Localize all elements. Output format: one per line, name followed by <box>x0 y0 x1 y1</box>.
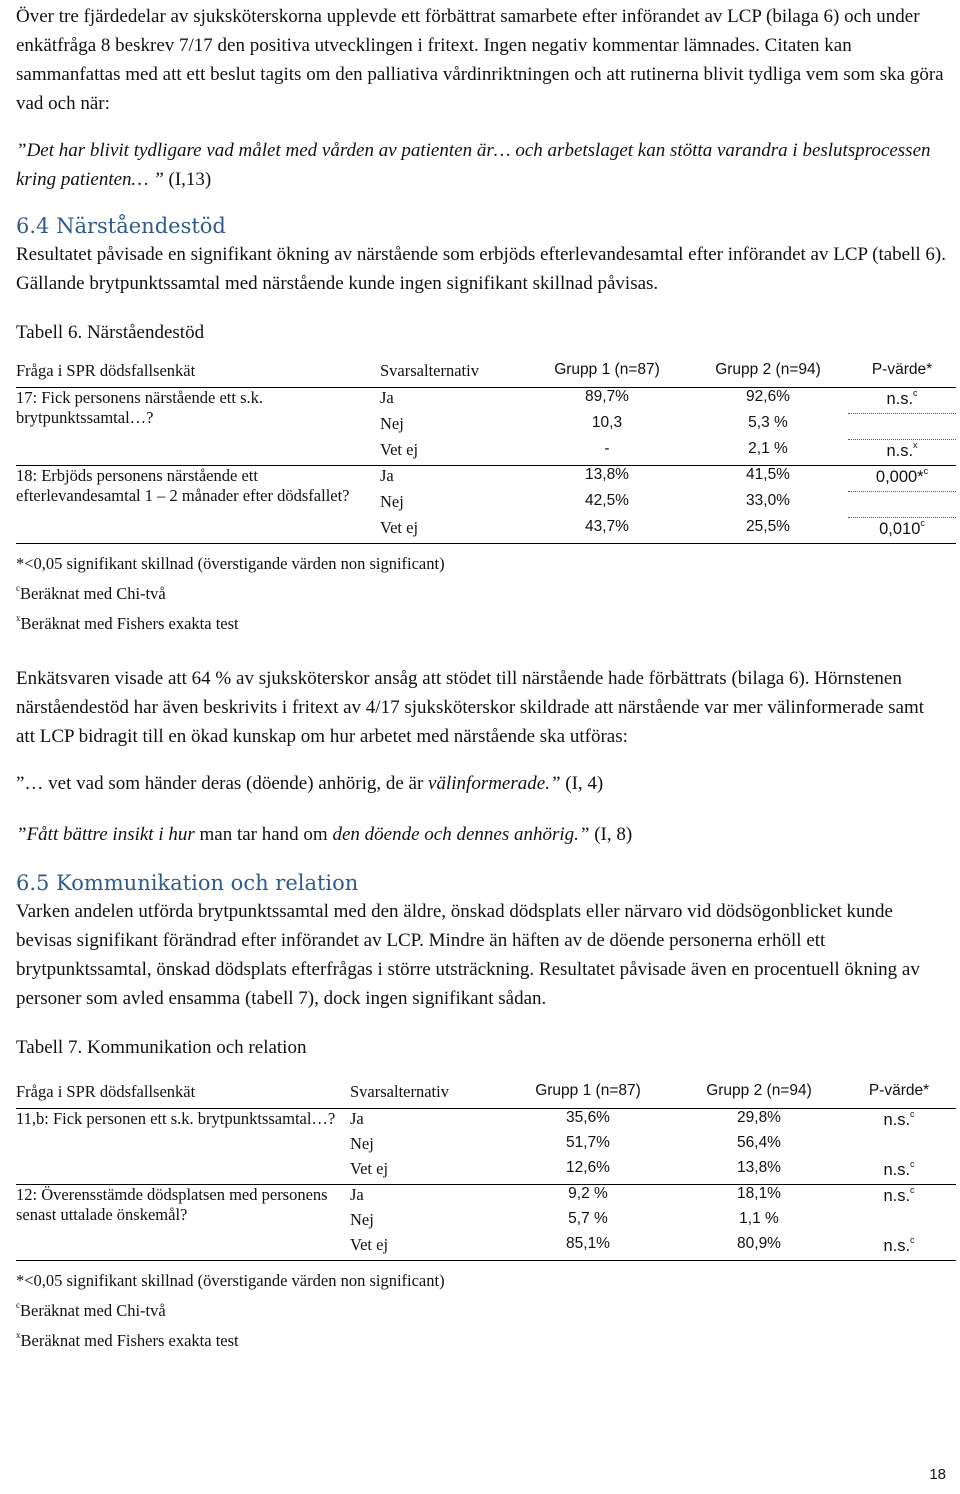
pvalue-cell <box>842 1210 956 1235</box>
note-text: Beräknat med Fishers exakta test <box>20 1331 239 1350</box>
question-11b: 11,b: Fick personen ett s.k. brytpunktssamtal…? <box>16 1109 350 1185</box>
document-page <box>16 2 946 1353</box>
section-6-5-text: Varken andelen utförda brytpunktssamtal med den äldre, önskad dödsplats eller närvaro vid dödsögonblicket kunde bevisas signifikant förändrad efter införandet av LCP. Mindre än häften av de döende personerna erhöll ett brytpunktssamtal, önskad dödsplats efterfrågas i större utsträckning. Resultatet påvisade även en procentuell ökning av personer som avled ensamma (tabell 7), dock ingen signifikant sådan. <box>16 901 920 1009</box>
answer-cell: Ja <box>350 1109 364 1128</box>
note-text: Beräknat med Fishers exakta test <box>20 614 239 633</box>
group2-cell: 25,5% <box>688 518 848 544</box>
answer-cell: Vet ej <box>350 1235 500 1261</box>
answer-cell: Nej <box>380 491 404 511</box>
answer-cell: Ja <box>380 388 394 407</box>
answer-cell: Nej <box>350 1210 374 1229</box>
pvalue-cell <box>848 414 956 440</box>
pvalue-cell <box>848 388 956 414</box>
heading-6-5: 6.5 Kommunikation och relation <box>16 871 359 895</box>
pvalue-method: c <box>910 1109 915 1119</box>
question-12: 12: Överensstämde dödsplatsen med personens senast uttalade önskemål? <box>16 1185 350 1261</box>
answer-cell: Ja <box>380 466 394 485</box>
section-6-4-text2: Enkätsvaren visade att 64 % av sjuksköterskor ansåg att stödet till närstående hade förbättrats (bilaga 6). Hörnstenen närståendestöd har även beskrivits i fritext av 4/17 sjuksköterskor skildrade att närstående var mer välinformerade samt att LCP bidragit till en ökad kunskap om hur arbetet med närstående ska utföras: <box>16 668 925 747</box>
note-text: *<0,05 signifikant skillnad (överstigande värden non significant) <box>16 554 445 573</box>
header-question: Fråga i SPR dödsfallsenkät <box>16 361 380 388</box>
quote-8-ref: (I, 8) <box>594 824 633 845</box>
group1-cell: 13,8% <box>585 466 629 483</box>
group2-cell: 56,4% <box>737 1134 781 1151</box>
group1-cell: 85,1% <box>500 1235 676 1261</box>
note-significance <box>16 1263 946 1293</box>
quote-4-text: ”… vet vad som händer deras (döende) anhörig, de är <box>16 773 429 794</box>
group1-cell: 10,3 <box>591 413 623 431</box>
header-answer: Svarsalternativ <box>380 361 526 388</box>
pvalue-method: c <box>923 466 929 476</box>
note-mark: x <box>16 613 21 623</box>
pvalue-text: n.s. <box>883 1161 911 1179</box>
group1-cell: - <box>526 440 688 466</box>
group1-cell: 12,6% <box>500 1159 676 1185</box>
quote-13-ref: (I,13) <box>168 169 212 190</box>
pvalue-method: c <box>913 388 918 398</box>
group2-cell: 29,8% <box>737 1109 781 1126</box>
note-text: *<0,05 signifikant skillnad (överstigande värden non significant) <box>16 1271 445 1290</box>
pvalue-text: n.s. <box>883 1111 911 1129</box>
quote-8-italic: ”Fått bättre insikt i hur <box>16 824 200 845</box>
answer-cell: Vet ej <box>380 518 526 544</box>
table-6-notes <box>16 546 946 636</box>
header-group2: Grupp 2 (n=94) <box>676 1082 842 1109</box>
quote-8 <box>16 820 946 849</box>
table-row <box>16 1109 956 1135</box>
table-row <box>16 388 956 414</box>
group2-cell: 92,6% <box>746 388 790 405</box>
pvalue-text: 0,000* <box>875 468 924 486</box>
quote-13-text: ”Det har blivit tydligare vad målet med vården av patienten är… och arbetslaget kan stötta varandra i beslutsprocessen kring patienten… ” <box>16 140 931 190</box>
table-row <box>16 1185 956 1211</box>
group1-cell: 5,7 % <box>568 1210 608 1227</box>
note-fisher <box>16 606 946 636</box>
group1-cell: 43,7% <box>526 518 688 544</box>
group2-cell: 13,8% <box>676 1159 842 1185</box>
quote-4 <box>16 769 946 798</box>
quote-4-italic: välinformerade.” <box>428 773 561 794</box>
header-question: Fråga i SPR dödsfallsenkät <box>16 1082 350 1109</box>
group2-cell: 5,3 % <box>748 413 788 431</box>
quote-4-ref: (I, 4) <box>565 773 604 794</box>
pvalue-text: n.s. <box>886 390 914 408</box>
group1-cell: 42,5% <box>585 491 629 509</box>
group2-cell: 18,1% <box>737 1185 781 1202</box>
header-pvalue: P-värde* <box>848 361 956 388</box>
table-6 <box>16 361 956 544</box>
section-6-4-text: Resultatet påvisade en signifikant ökning av närstående som erbjöds efterlevandesamtal efter införandet av LCP (tabell 6). Gällande brytpunktssamtal med närstående kunde ingen signifikant skillnad påvisas. <box>16 244 946 294</box>
pvalue-cell <box>848 440 956 466</box>
answer-cell: Vet ej <box>380 440 526 466</box>
group1-cell: 51,7% <box>566 1134 610 1151</box>
group1-cell: 35,6% <box>566 1109 610 1126</box>
pvalue-cell <box>842 1109 956 1135</box>
pvalue-cell <box>842 1235 956 1261</box>
pvalue-text: n.s. <box>883 1187 911 1205</box>
pvalue-method: c <box>910 1185 915 1195</box>
pvalue-cell <box>842 1134 956 1159</box>
note-mark: c <box>16 583 20 593</box>
pvalue-method: c <box>910 1235 915 1245</box>
intro-paragraph: Över tre fjärdedelar av sjuksköterskorna upplevde ett förbättrat samarbete efter införandet av LCP (bilaga 6) och under enkätfråga 8 beskrev 7/17 den positiva utvecklingen i fritext. Ingen negativ kommentar lämnades. Citaten kan sammanfattas med att ett beslut tagits om den palliativa vårdinriktningen och att rutinerna blivit tydliga vem som ska göra vad och när: <box>16 6 944 114</box>
note-mark: x <box>16 1330 21 1340</box>
pvalue-text: n.s. <box>883 1237 911 1255</box>
page-number: 18 <box>929 1466 946 1483</box>
pvalue-method: c <box>910 1159 915 1169</box>
table-6-header <box>16 361 956 388</box>
question-18: 18: Erbjöds personens närstående ett efterlevandesamtal 1 – 2 månader efter dödsfallet? <box>16 466 380 544</box>
quote-8-italic-end: den döende och dennes anhörig.” <box>332 824 590 845</box>
note-text: Beräknat med Chi-två <box>20 584 166 603</box>
quote-8-text: man tar hand om <box>199 824 333 845</box>
heading-6-4: 6.4 Närståendestöd <box>16 214 226 238</box>
pvalue-cell <box>842 1185 956 1211</box>
note-significance <box>16 546 946 576</box>
group2-cell: 1,1 % <box>739 1210 779 1227</box>
pvalue-text: 0,010 <box>879 520 921 538</box>
pvalue-cell <box>848 492 956 518</box>
header-group2: Grupp 2 (n=94) <box>688 361 848 388</box>
quote-13 <box>16 136 946 194</box>
answer-cell: Nej <box>350 1134 374 1153</box>
group1-cell: 89,7% <box>585 388 629 405</box>
question-17: 17: Fick personens närstående ett s.k. brytpunktssamtal…? <box>16 388 380 466</box>
group2-cell: 41,5% <box>746 466 790 483</box>
table-7 <box>16 1082 956 1261</box>
header-pvalue: P-värde* <box>842 1082 956 1109</box>
header-group1: Grupp 1 (n=87) <box>500 1082 676 1109</box>
pvalue-method: c <box>920 518 925 528</box>
group2-cell: 80,9% <box>676 1235 842 1261</box>
table-7-header <box>16 1082 956 1109</box>
group1-cell: 9,2 % <box>568 1185 608 1202</box>
table-6-caption: Tabell 6. Närståendestöd <box>16 322 205 343</box>
note-text: Beräknat med Chi-två <box>20 1301 166 1320</box>
pvalue-method: x <box>913 440 918 450</box>
table-row <box>16 466 956 492</box>
pvalue-cell <box>848 518 956 544</box>
answer-cell: Ja <box>350 1185 364 1204</box>
note-mark: c <box>16 1300 20 1310</box>
header-answer: Svarsalternativ <box>350 1082 500 1109</box>
pvalue-text: n.s. <box>886 442 914 460</box>
note-fisher <box>16 1323 946 1353</box>
group2-cell: 2,1 % <box>688 440 848 466</box>
note-chi <box>16 576 946 606</box>
answer-cell: Vet ej <box>350 1159 500 1185</box>
answer-cell: Nej <box>380 413 404 433</box>
pvalue-cell <box>848 466 956 492</box>
table-7-caption: Tabell 7. Kommunikation och relation <box>16 1037 307 1058</box>
group2-cell: 33,0% <box>746 491 790 509</box>
header-group1: Grupp 1 (n=87) <box>526 361 688 388</box>
note-chi <box>16 1293 946 1323</box>
table-7-notes <box>16 1263 946 1353</box>
pvalue-cell <box>842 1159 956 1185</box>
